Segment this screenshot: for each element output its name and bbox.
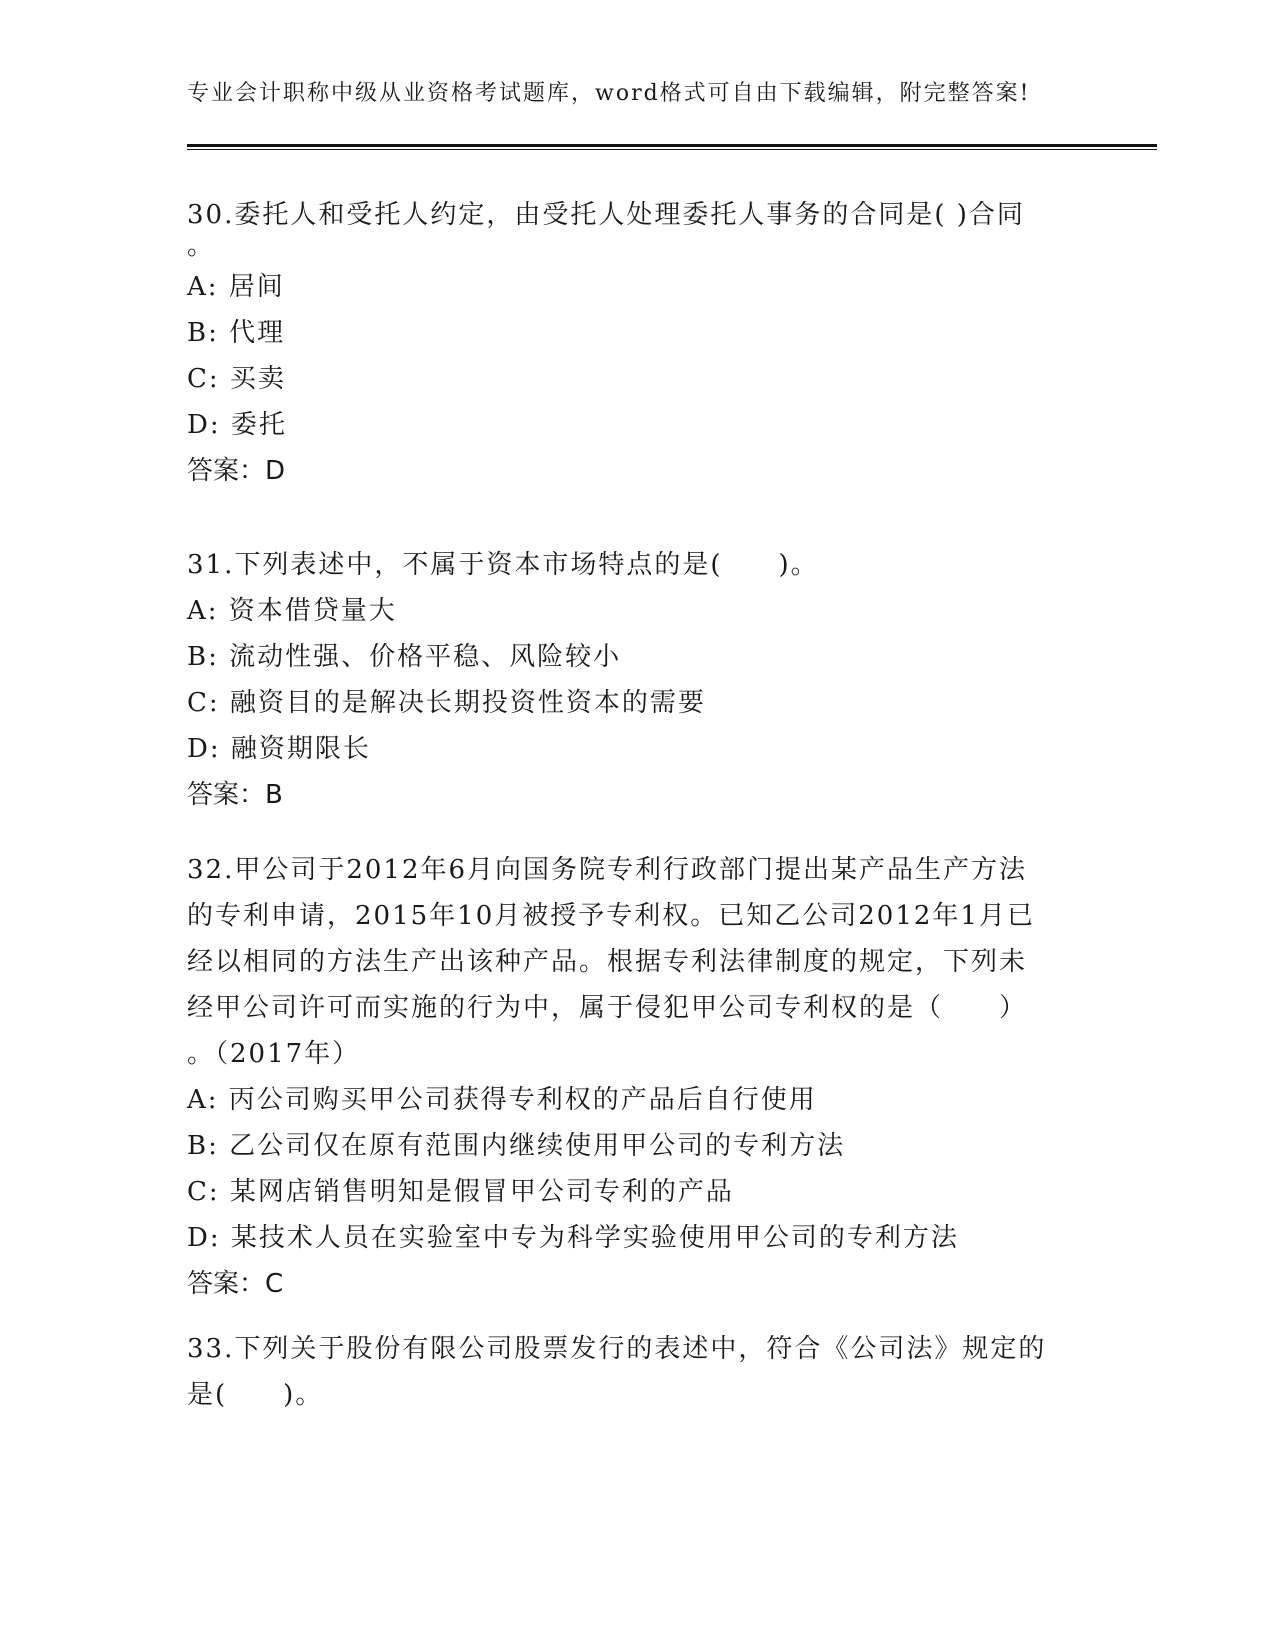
- question-32: [187, 847, 1087, 1307]
- question-text: 32.甲公司于2012年6月向国务院专利行政部门提出某产品生产方法: [187, 855, 1028, 885]
- option-d: D: 某技术人员在实验室中专为科学实验使用甲公司的专利方法: [187, 1223, 959, 1253]
- option-b: B: 乙公司仅在原有范围内继续使用甲公司的专利方法: [187, 1131, 846, 1161]
- option-c: C: 买卖: [187, 364, 286, 394]
- answer: 答案：B: [187, 780, 283, 810]
- header-divider-thin: [187, 149, 1157, 150]
- option-b: B: 流动性强、价格平稳、风险较小: [187, 642, 622, 672]
- question-text-continued: 。: [187, 231, 216, 261]
- option-a: A: 丙公司购买甲公司获得专利权的产品后自行使用: [187, 1085, 817, 1115]
- question-text: 30.委托人和受托人约定，由受托人处理委托人事务的合同是( )合同: [187, 200, 1025, 230]
- option-c: C: 融资目的是解决长期投资性资本的需要: [187, 688, 706, 718]
- question-text: 33.下列关于股份有限公司股票发行的表述中，符合《公司法》规定的: [187, 1334, 1047, 1364]
- question-text-continued: 经甲公司许可而实施的行为中，属于侵犯甲公司专利权的是（ ）: [187, 993, 1028, 1023]
- answer: 答案：C: [187, 1269, 284, 1299]
- question-31: [187, 542, 1087, 818]
- option-b: B: 代理: [187, 318, 286, 348]
- header-divider: [187, 144, 1157, 147]
- answer: 答案：D: [187, 456, 286, 486]
- option-c: C: 某网店销售明知是假冒甲公司专利的产品: [187, 1177, 734, 1207]
- page-header: 专业会计职称中级从业资格考试题库，word格式可自由下载编辑，附完整答案!: [187, 81, 1031, 106]
- option-d: D: 委托: [187, 410, 287, 440]
- question-text-continued: 经以相同的方法生产出该种产品。根据专利法律制度的规定，下列未: [187, 947, 1028, 977]
- question-text-continued: 。（2017年）: [187, 1039, 361, 1069]
- option-d: D: 融资期限长: [187, 734, 371, 764]
- question-33: [187, 1326, 1087, 1418]
- question-30: [187, 192, 1087, 494]
- question-text-continued: 的专利申请，2015年10月被授予专利权。已知乙公司2012年1月已: [187, 901, 1035, 931]
- option-a: A: 资本借贷量大: [187, 596, 397, 626]
- option-a: A: 居间: [187, 272, 285, 302]
- question-text-continued: 是( )。: [187, 1380, 324, 1410]
- question-text: 31.下列表述中，不属于资本市场特点的是( )。: [187, 550, 819, 580]
